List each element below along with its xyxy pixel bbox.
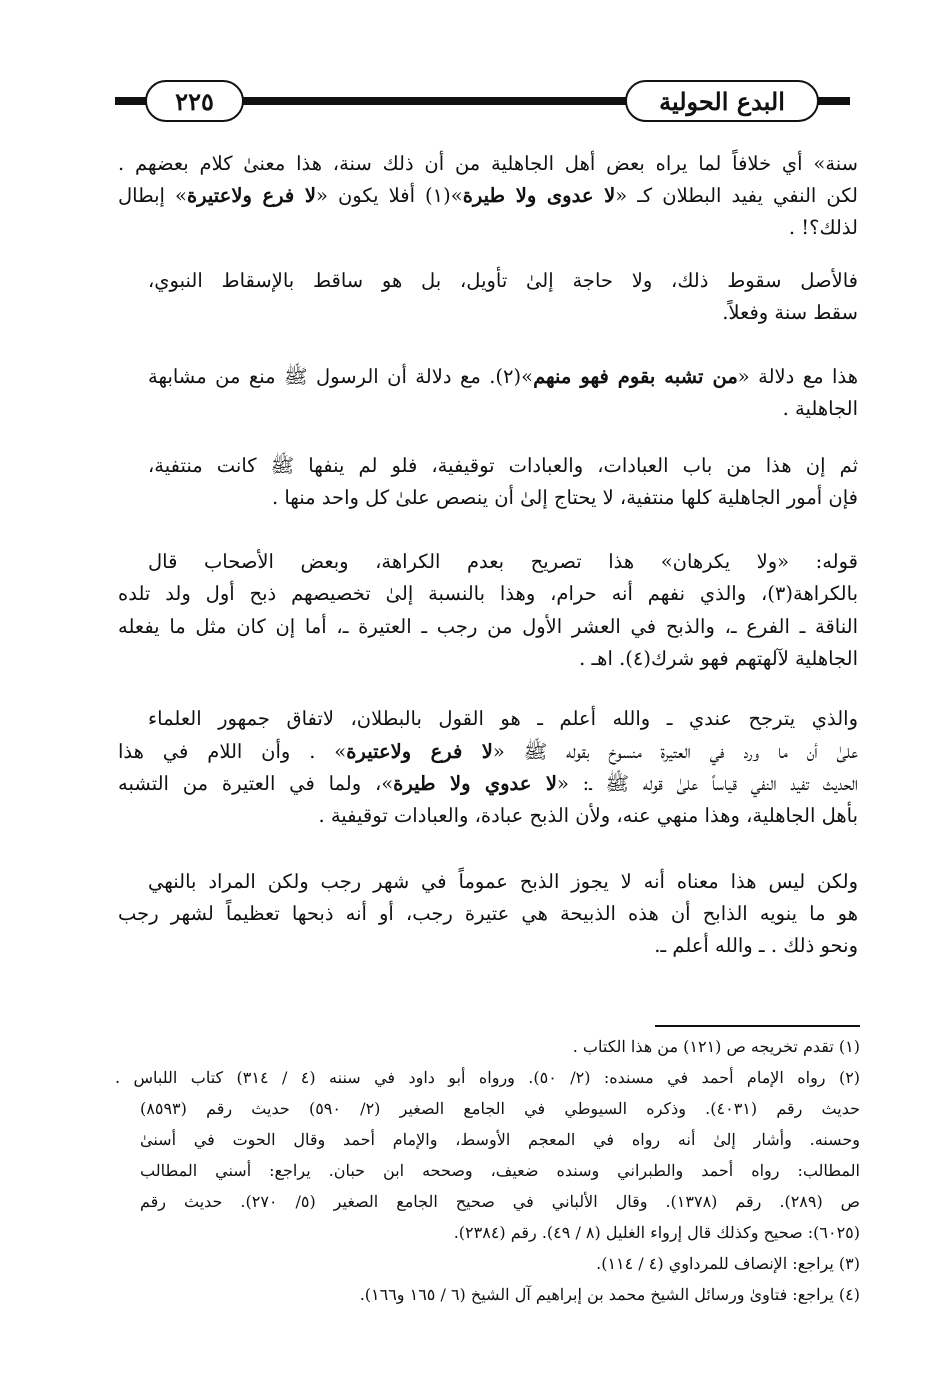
text-line <box>118 932 858 960</box>
hadith-quote: من تشبه بقوم فهو منهم <box>533 365 738 388</box>
text-line <box>148 868 858 896</box>
text-segment: سقط سنة وفعلاً. <box>722 301 858 324</box>
footnote-line: ص (٢٨٩). رقم (١٣٧٨). وقال الألباني في صحيح الجامع الصغير (٥/ ٢٧٠). حديث رقم <box>140 1192 861 1211</box>
text-segment: ولكن ليس هذا معناه أنه لا يجوز الذبح عموماً في شهر رجب ولكن المراد بالنهي <box>148 870 858 893</box>
page-number: ٢٢٥ <box>145 80 244 122</box>
text-line <box>148 452 858 480</box>
footnote-line: (١) تقدم تخريجه ص (١٢١) من هذا الكتاب . <box>572 1037 860 1056</box>
text-line <box>118 802 858 830</box>
text-line <box>118 299 858 327</box>
text-line <box>118 613 858 641</box>
text-segment: هو ما ينويه الذابح أن هذه الذبيحة هي عتيرة رجب، أو أنه ذبحها تعظيماً لشهر رجب <box>118 902 858 925</box>
text-segment: لذلك؟! . <box>788 216 858 239</box>
text-segment: »(١) أفلا يكون « <box>315 184 463 207</box>
footnote-line: حديث رقم (٤٠٣١). وذكره السيوطي في الجامع الصغير (٢/ ٥٩٠) حديث رقم (٨٥٩٣) <box>140 1099 861 1118</box>
text-line <box>118 580 858 608</box>
text-segment: سنة» أي خلافاً لما يراه بعض أهل الجاهلية من أن ذلك سنة، هذا معنىٰ كلام بعضهم . <box>118 152 858 175</box>
text-line <box>118 214 858 242</box>
text-segment: الجاهلية لآلهتهم فهو شرك(٤). اهـ . <box>579 647 858 670</box>
footnote-line: (٣) يراجع: الإنصاف للمرداوي (٤ / ١١٤). <box>596 1254 860 1273</box>
text-segment: ثم إن هذا من باب العبادات، والعبادات توقيفية، فلو لم ينفها ﷺ كانت منتفية، <box>148 454 858 477</box>
text-segment: بالكراهة(٣)، والذي نفهم أنه حرام، وهذا بالنسبة إلىٰ تخصيصهم ذبح أول ولد تلده <box>118 582 858 605</box>
header-rule-middle <box>235 97 635 105</box>
text-segment: » إبطال <box>118 184 187 207</box>
text-line <box>118 182 858 210</box>
text-segment: »(٢). مع دلالة أن الرسول ﷺ منع من مشابهة <box>148 365 534 388</box>
footnote-line: (٤) يراجع: فتاوىٰ ورسائل الشيخ محمد بن إبراهيم آل الشيخ (٦ / ١٦٥ و١٦٦). <box>359 1285 860 1304</box>
text-line <box>118 645 858 673</box>
hadith-quote: لا عدوى ولا طيرة <box>462 184 616 207</box>
text-segment: فالأصل سقوط ذلك، ولا حاجة إلىٰ تأويل، بل هو ساقط بالإسقاط النبوي، <box>148 269 858 292</box>
text-line <box>148 548 858 576</box>
footnote-line: وحسنه. وأشار إلىٰ أنه رواه في المعجم الأوسط، والإمام أحمد وقال الحوت في أسنىٰ <box>140 1130 860 1149</box>
text-line <box>118 738 858 766</box>
footnote-line: (٦٠٢٥): صحيح وكذلك قال إرواء الغليل (٨ / ٤٩). رقم (٢٣٨٤). <box>453 1223 860 1242</box>
hadith-quote: لا فرع ولاعتيرة <box>346 740 493 763</box>
text-segment: فإن أمور الجاهلية كلها منتفية، لا يحتاج إلىٰ أن ينصص علىٰ كل واحد منها . <box>271 486 858 509</box>
text-segment: هذا مع دلالة « <box>737 365 858 388</box>
text-segment: الحديث تفيد النفي قياساً علىٰ قوله ﷺ ـ: « <box>556 772 858 795</box>
text-line <box>118 395 858 423</box>
footnote-line: المطالب: رواه أحمد والطبراني وسنده ضعيف، وصححه ابن حبان. يراجع: أسني المطالب <box>140 1161 860 1180</box>
hadith-quote: لا عدوي ولا طيرة <box>393 772 557 795</box>
text-line <box>118 900 858 928</box>
text-line <box>148 705 858 733</box>
text-segment: قوله: «ولا يكرهان» هذا تصريح بعدم الكراهة، وبعض الأصحاب قال <box>148 550 858 573</box>
text-line <box>118 150 858 178</box>
text-line <box>118 484 858 512</box>
footnote-separator <box>655 1025 860 1027</box>
hadith-quote: لا فرع ولاعتيرة <box>186 184 316 207</box>
footnote-line: (٢) رواه الإمام أحمد في مسنده: (٢/ ٥٠). ورواه أبو داود في سننه (٤ / ٣١٤) كتاب اللباس . <box>115 1068 861 1087</box>
text-segment: والذي يترجح عندي ـ والله أعلم ـ هو القول بالبطلان، لاتفاق جمهور العلماء <box>148 707 858 730</box>
text-segment: لكن النفي يفيد البطلان كـ « <box>615 184 858 207</box>
text-segment: علىٰ أن ما ورد في العتيرة منسوخ بقوله ﷺ « <box>492 740 859 763</box>
text-segment: »، ولما في العتيرة من التشبه <box>118 772 394 795</box>
text-segment: ونحو ذلك . ـ والله أعلم ـ. <box>654 934 858 957</box>
text-segment: الجاهلية . <box>782 397 858 420</box>
text-segment: بأهل الجاهلية، وهذا منهي عنه، ولأن الذبح عبادة، والعبادات توقيفية . <box>318 804 858 827</box>
text-segment: الناقة ـ الفرع ـ، والذبح في العشر الأول من رجب ـ العتيرة ـ، أما إن كان مثل ما يفعله <box>118 615 858 638</box>
text-segment: » . وأن اللام في هذا <box>118 740 347 763</box>
text-line <box>118 770 858 798</box>
text-line <box>148 267 858 295</box>
text-line <box>148 363 858 391</box>
book-title: البدع الحولية <box>625 80 819 122</box>
